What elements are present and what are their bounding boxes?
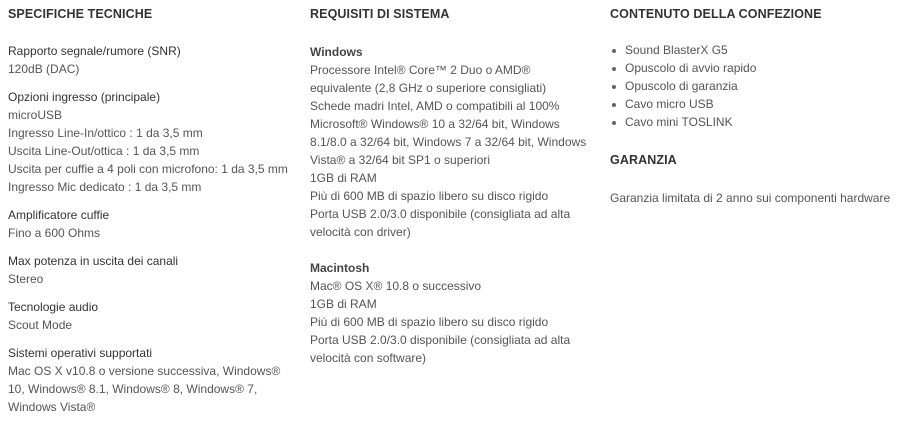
requirement-line: Più di 600 MB di spazio libero su disco rigido (310, 315, 549, 329)
box-contents-column (610, 0, 895, 207)
spec-label: Sistemi operativi supportati (8, 346, 153, 360)
requirement-line: 1GB di RAM (310, 297, 377, 311)
requirement-line: Microsoft® Windows® 10 a 32/64 bit, Windows 8.1/8.0 a 32/64 bit, Windows 7 a 32/64 bit, Windows Vista® a 32/64 bit SP1 o superiori (310, 117, 587, 167)
spec-value: Uscita Line-Out/ottica : 1 da 3,5 mm (8, 144, 200, 158)
list-item: Cavo micro USB (610, 95, 895, 113)
requirements-windows (310, 43, 595, 241)
warranty-title: GARANZIA (610, 153, 677, 167)
specs-list (8, 42, 293, 416)
spec-value: microUSB (8, 108, 63, 122)
os-name: Windows (310, 45, 363, 59)
box-contents-list (610, 41, 895, 131)
specs-column (8, 0, 293, 426)
spec-value: Stereo (8, 272, 44, 286)
spec-label: Amplificatore cuffie (8, 208, 110, 222)
spec-value: Uscita per cuffie a 4 poli con microfono: 1 da 3,5 mm (8, 162, 288, 176)
spec-inputs (8, 88, 293, 196)
spec-value: 120dB (DAC) (8, 62, 80, 76)
spec-value: Ingresso Mic dedicato : 1 da 3,5 mm (8, 180, 202, 194)
warranty-text: Garanzia limitata di 2 anno sui componenti hardware (610, 191, 891, 205)
list-item: Opuscolo di avvio rapido (610, 59, 895, 77)
requirement-line: 1GB di RAM (310, 171, 377, 185)
requirements-title: REQUISITI DI SISTEMA (310, 7, 450, 21)
requirement-line: Porta USB 2.0/3.0 disponibile (consigliata ad alta velocità con software) (310, 333, 571, 365)
list-item: Sound BlasterX G5 (610, 41, 895, 59)
requirement-line: Mac® OS X® 10.8 o successivo (310, 279, 482, 293)
spec-channels (8, 252, 293, 288)
requirement-line: Schede madri Intel, AMD o compatibili al 100% (310, 99, 560, 113)
spec-value: Mac OS X v10.8 o versione successiva, Windows® 10, Windows® 8.1, Windows® 8, Windows® 7, Windows Vista® (8, 364, 281, 414)
spec-os (8, 344, 293, 416)
spec-label: Tecnologie audio (8, 300, 99, 314)
spec-label: Max potenza in uscita dei canali (8, 254, 179, 268)
specs-title: SPECIFICHE TECNICHE (8, 7, 153, 21)
box-contents-title: CONTENUTO DELLA CONFEZIONE (610, 7, 822, 21)
spec-label: Rapporto segnale/rumore (SNR) (8, 44, 181, 58)
requirement-line: Processore Intel® Core™ 2 Duo o AMD® equivalente (2,8 GHz o superiore consigliati) (310, 63, 547, 95)
list-item: Opuscolo di garanzia (610, 77, 895, 95)
spec-snr (8, 42, 293, 78)
spec-value: Fino a 600 Ohms (8, 226, 101, 240)
requirements-column (310, 0, 595, 367)
spec-headphone-amp (8, 206, 293, 242)
spec-audio-tech (8, 298, 293, 334)
os-name: Macintosh (310, 261, 370, 275)
requirements-macintosh (310, 259, 595, 367)
requirement-line: Porta USB 2.0/3.0 disponibile (consigliata ad alta velocità con driver) (310, 207, 571, 239)
spec-value: Ingresso Line-In/ottico : 1 da 3,5 mm (8, 126, 203, 140)
spec-value: Scout Mode (8, 318, 73, 332)
list-item: Cavo mini TOSLINK (610, 113, 895, 131)
spec-label: Opzioni ingresso (principale) (8, 90, 161, 104)
requirement-line: Più di 600 MB di spazio libero su disco rigido (310, 189, 549, 203)
